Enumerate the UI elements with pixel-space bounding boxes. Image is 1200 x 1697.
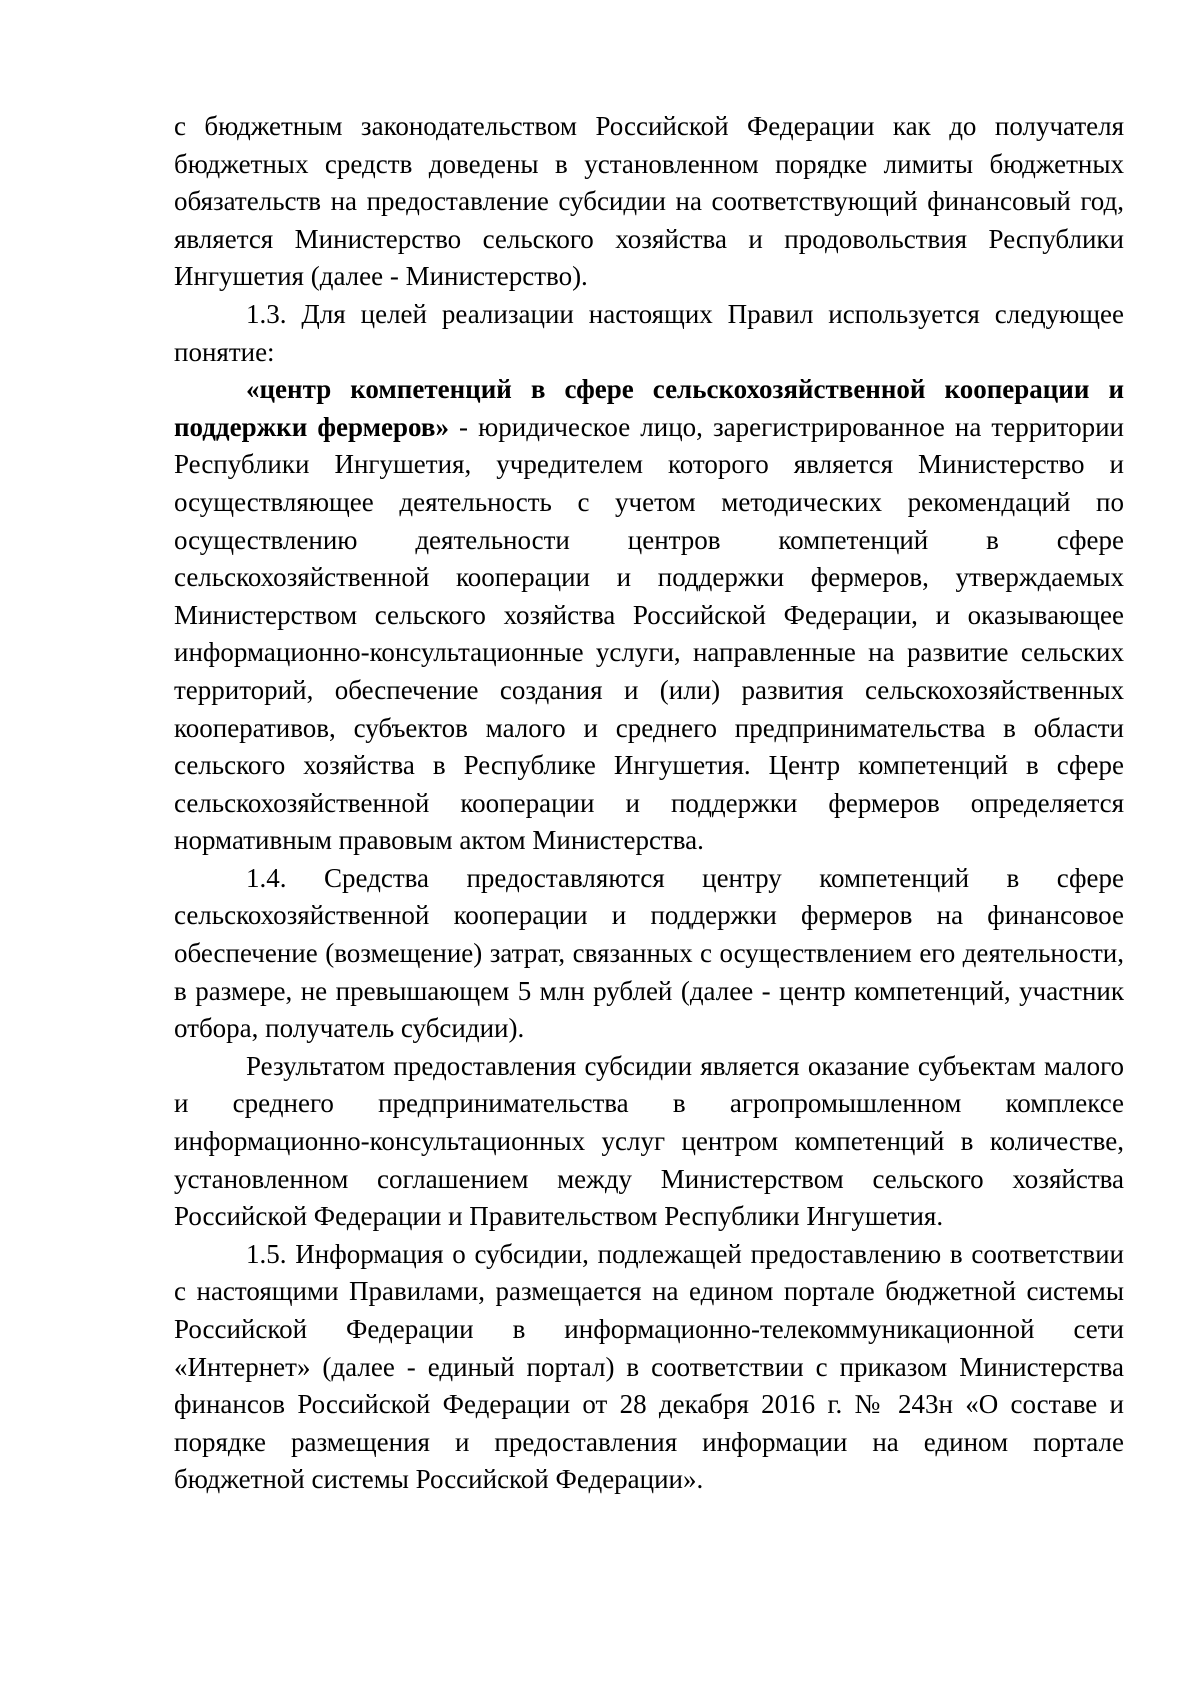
- paragraph-continuation: [174, 108, 1124, 296]
- paragraph-text: с бюджетным законодательством Российской Федерации как до получателя бюджетных средств доведены в установленном порядке лимиты бюджетных обязательств на предоставление субсидии на соответствующий финансовый год, является Министерство сельского хозяйства и продовольствия Республики Ингушетия (далее - Министерство).: [174, 111, 1124, 292]
- definition-text: - юридическое лицо, зарегистрированное на территории Республики Ингушетия, учредителем которого является Министерство и осуществляющее деятельность с учетом методических рекомендаций по осуществлению деятельности центров компетенций в сфере сельскохозяйственной кооперации и поддержки фермеров, утверждаемых Министерством сельского хозяйства Российской Федерации, и оказывающее информационно-консультационные услуги, направленные на развитие сельских территорий, обеспечение создания и (или) развития сельскохозяйственных кооперативов, субъектов малого и среднего предпринимательства в области сельского хозяйства в Республике Ингушетия. Центр компетенций в сфере сельскохозяйственной кооперации и поддержки фермеров определяется нормативным правовым актом Министерства.: [174, 411, 1125, 856]
- defined-term: «центр компетенций в сфере сельскохозяйственной кооперации и поддержки фермеров»: [174, 374, 1124, 442]
- paragraph-text: 1.3. Для целей реализации настоящих Правил используется следующее понятие:: [174, 298, 1124, 367]
- paragraph-1-4: [174, 860, 1124, 1048]
- paragraph-1-5: [174, 1236, 1124, 1499]
- document-page: [174, 108, 1124, 1499]
- paragraph-definition: [174, 371, 1124, 860]
- paragraph-text: 1.4. Средства предоставляются центру компетенций в сфере сельскохозяйственной кооперации и поддержки фермеров на финансовое обеспечение (возмещение) затрат, связанных с осуществлением его деятельности, в размере, не превышающем 5 млн рублей (далее - центр компетенций, участник отбора, получатель субсидии).: [174, 862, 1124, 1044]
- paragraph-1-3: [174, 296, 1124, 371]
- paragraph-text: 1.5. Информация о субсидии, подлежащей предоставлению в соответствии с настоящими Правилами, размещается на едином портале бюджетной системы Российской Федерации в информационно-телекоммуникационной сети «Интернет» (далее - единый портал) в соответствии с приказом Министерства финансов Российской Федерации от 28 декабря 2016 г. № 243н «О составе и порядке размещения и предоставления информации на едином портале бюджетной системы Российской Федерации».: [174, 1238, 1124, 1495]
- paragraph-text: Результатом предоставления субсидии является оказание субъектам малого и среднего предпринимательства в агропромышленном комплексе информационно-консультационных услуг центром компетенций в количестве, установленном соглашением между Министерством сельского хозяйства Российской Федерации и Правительством Республики Ингушетия.: [174, 1050, 1124, 1232]
- paragraph-result: [174, 1048, 1124, 1236]
